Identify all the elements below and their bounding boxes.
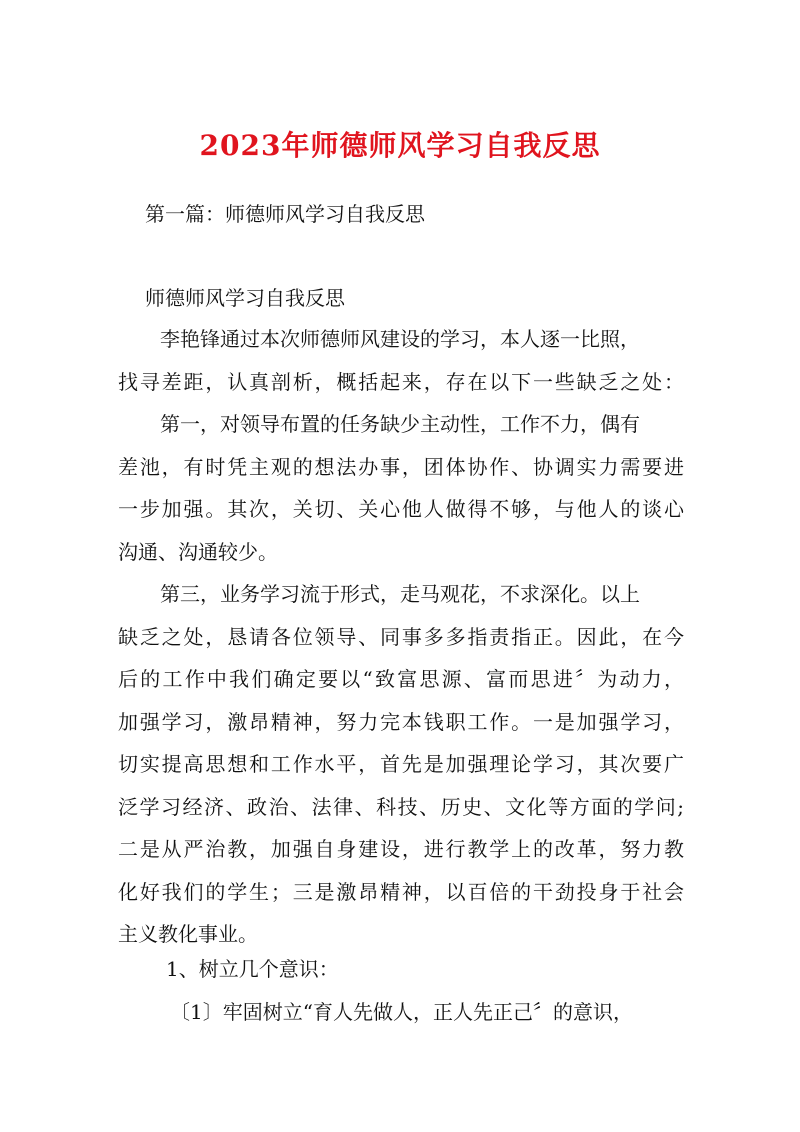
paragraph-line: 化好我们的学生；三是激昂精神，以百倍的干劲投身于社会 xyxy=(118,879,684,904)
paragraph-line: 〔1〕牢固树立“育人先做人，正人先正己〞的意识， xyxy=(170,1000,633,1024)
paragraph-line: 李艳锋通过本次师德师风建设的学习，本人逐一比照， xyxy=(160,327,640,351)
paragraph-2 xyxy=(118,403,684,573)
paragraph-line: 第三，业务学习流于形式，走马观花，不求深化。以上 xyxy=(160,582,640,606)
paragraph-line: 二是从严治教，加强自身建设，进行教学上的改革，努力教 xyxy=(118,837,684,861)
paragraph-1 xyxy=(118,318,684,403)
document-title: 2023年师德师风学习自我反思 xyxy=(199,129,601,162)
paragraph-line: 切实提高思想和工作水平，首先是加强理论学习，其次要广 xyxy=(118,752,684,776)
paragraph-line: 沟通、沟通较少。 xyxy=(118,539,278,564)
paragraph-line: 主义教化事业。 xyxy=(118,922,258,946)
paragraph-line: 泛学习经济、政治、法律、科技、历史、文化等方面的学问; xyxy=(118,794,684,819)
paragraph-3 xyxy=(118,573,684,956)
paragraph-line: 差池，有时凭主观的想法办事，团体协作、协调实力需要进 xyxy=(118,454,684,479)
paragraph-line: 缺乏之处，恳请各位领导、同事多多指责指正。因此，在今 xyxy=(118,624,684,649)
paragraph-line: 加强学习，激昂精神，努力完本钱职工作。一是加强学习， xyxy=(118,709,684,734)
paragraph-line: 找寻差距，认真剖析，概括起来，存在以下一些缺乏之处： xyxy=(118,369,684,394)
list-item xyxy=(118,991,684,1034)
paragraph-line: 后的工作中我们确定要以“致富思源、富而思进〞为动力， xyxy=(118,667,684,691)
paragraph-line: 第一，对领导布置的任务缺少主动性，工作不力，偶有 xyxy=(160,412,640,436)
list-heading xyxy=(118,948,684,991)
paragraph-line: 一步加强。其次，关切、关心他人做得不够，与他人的谈心 xyxy=(118,497,684,521)
paragraph-line: 1、树立几个意识： xyxy=(166,957,339,981)
document-subtitle: 第一篇：师德师风学习自我反思 xyxy=(145,202,425,226)
section-heading: 师德师风学习自我反思 xyxy=(145,286,345,310)
